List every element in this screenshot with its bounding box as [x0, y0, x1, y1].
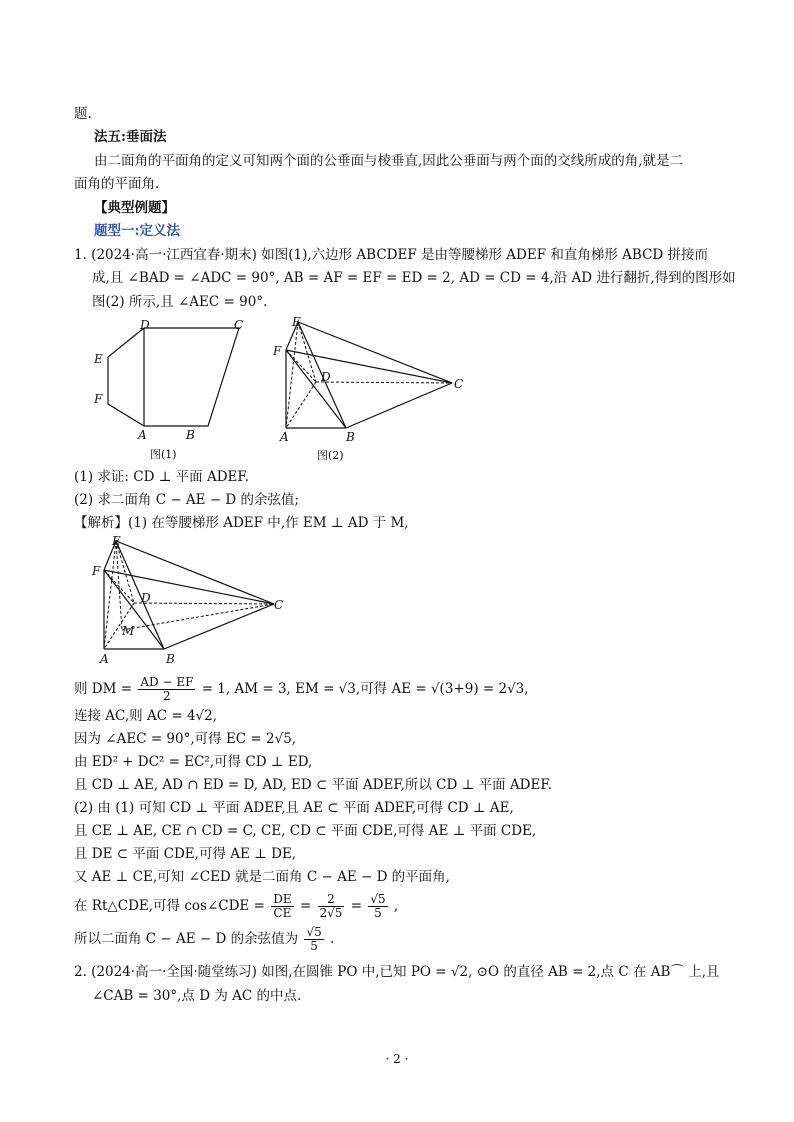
solution-line: 且 CE ⊥ AE, CE ∩ CD = C, CE, CD ⊂ 平面 CDE,可得 AE ⊥ 平面 CDE,	[74, 823, 537, 839]
point-label-A: A	[138, 428, 147, 442]
point-label-C: C	[274, 598, 284, 612]
section-heading: 【典型例题】	[94, 200, 175, 216]
solution-line: 所以二面角 C − AE − D 的余弦值为 $\frac{√5}{5}$ .	[74, 925, 335, 953]
point-label-E: E	[112, 534, 121, 548]
text-line: 由二面角的平面角的定义可知两个面的公垂面与棱垂直,因此公垂面与两个面的交线所成的角,就是二	[94, 153, 684, 169]
point-label-B: B	[186, 428, 195, 442]
solution-line: 连接 AC,则 AC = 4√2,	[74, 708, 218, 724]
question-2: (2) 求二面角 C − AE − D 的余弦值;	[74, 492, 300, 508]
text-line: 面角的平面角.	[74, 176, 160, 192]
method-heading: 法五:垂面法	[94, 129, 167, 145]
problem-1-line: 1. (2024·高一·江西宜春·期末) 如图(1),六边形 ABCDEF 是由等腰梯形 ADEF 和直角梯形 ABCD 拼接而	[74, 247, 709, 263]
figure-3-solution	[86, 533, 296, 668]
point-label-E: E	[292, 315, 301, 329]
point-label-B: B	[166, 652, 175, 666]
solution-line: 由 ED² + DC² = EC²,可得 CD ⊥ ED,	[74, 754, 313, 770]
problem-1-line: 图(2) 所示,且 ∠AEC = 90°.	[92, 294, 268, 310]
solution-heading-line: 【解析】(1) 在等腰梯形 ADEF 中,作 EM ⊥ AD 于 M,	[74, 515, 409, 531]
point-label-B: B	[346, 430, 355, 444]
problem-2-line: 2. (2024·高一·全国·随堂练习) 如图,在圆锥 PO 中,已知 PO = √2, ⊙O 的直径 AB = 2,点 C 在 AB⌒ 上,且	[74, 964, 720, 980]
point-label-D: D	[141, 591, 151, 605]
figure-2-folded	[268, 315, 468, 465]
solution-line: 且 CD ⊥ AE, AD ∩ ED = D, AD, ED ⊂ 平面 ADEF,所以 CD ⊥ 平面 ADEF.	[74, 777, 552, 793]
point-label-C: C	[454, 377, 464, 391]
point-label-D: D	[140, 318, 150, 332]
solution-line: (2) 由 (1) 可知 CD ⊥ 平面 ADEF,且 AE ⊂ 平面 ADEF,可得 CD ⊥ AE,	[74, 800, 514, 816]
point-label-F: F	[94, 392, 103, 406]
figure-1-caption: 图(1)	[150, 448, 177, 461]
solution-line: 则 DM = $\frac{AD - EF}{2}$ = 1, AM = 3, EM = √3,可得 AE = √(3+9) = 2√3,	[74, 675, 529, 703]
problem-2-line: ∠CAB = 30°,点 D 为 AC 的中点.	[92, 988, 302, 1004]
text-line: 题.	[74, 106, 92, 122]
point-label-E: E	[94, 352, 103, 366]
point-label-D: D	[321, 370, 331, 384]
topic-heading: 题型一:定义法	[94, 223, 180, 239]
fraction: $\frac{AD - EF}{2}$	[140, 675, 194, 703]
point-label-A: A	[100, 652, 109, 666]
point-label-F: F	[273, 344, 282, 358]
point-label-F: F	[92, 564, 101, 578]
point-label-C: C	[234, 318, 244, 332]
point-label-M: M	[122, 624, 135, 638]
question-1: (1) 求证: CD ⊥ 平面 ADEF.	[74, 469, 249, 485]
figure-1-hexagon	[86, 315, 256, 465]
page-number: · 2 ·	[385, 1052, 409, 1066]
figure-2-caption: 图(2)	[317, 449, 344, 462]
solution-line: 又 AE ⊥ CE,可知 ∠CED 就是二面角 C − AE − D 的平面角,	[74, 869, 450, 885]
solution-line: 且 DE ⊂ 平面 CDE,可得 AE ⊥ DE,	[74, 846, 297, 862]
point-label-A: A	[280, 430, 289, 444]
solution-line: 因为 ∠AEC = 90°,可得 EC = 2√5,	[74, 731, 297, 747]
solution-line: 在 Rt△CDE,可得 cos∠CDE = $\frac{DE}{CE}$ = $\frac{2}{2√5}$ = $\frac{√5}{5}$ ,	[74, 892, 399, 920]
problem-1-line: 成,且 ∠BAD = ∠ADC = 90°, AB = AF = EF = ED = 2, AD = CD = 4,沿 AD 进行翻折,得到的图形如	[92, 270, 736, 286]
